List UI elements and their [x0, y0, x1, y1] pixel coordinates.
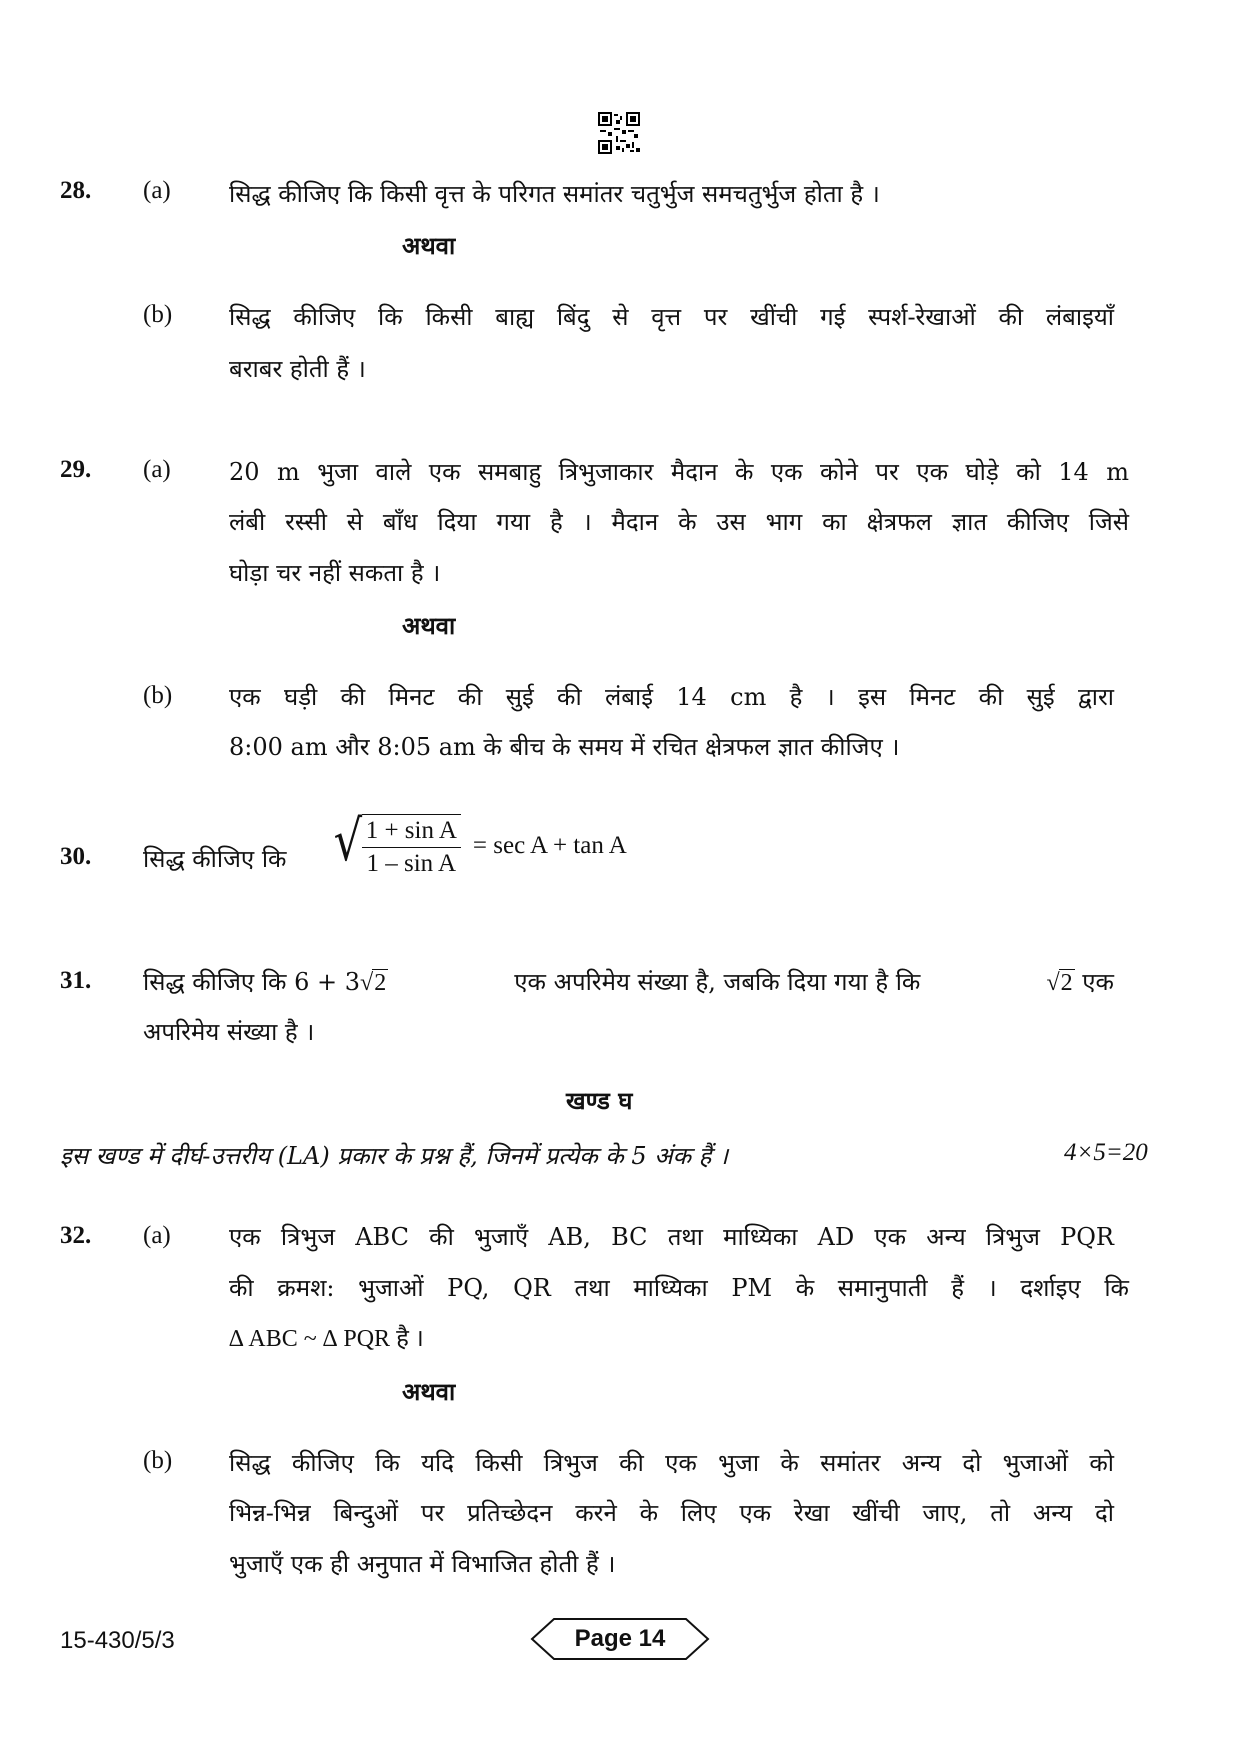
q28-part-a-label: (a) — [143, 177, 171, 204]
q32-b-line3: भुजाएँ एक ही अनुपात में विभाजित होती हैं । — [229, 1550, 616, 1578]
q32-a-line3: ∆ ABC ~ ∆ PQR है । — [229, 1326, 424, 1352]
fraction-denominator: 1 – sin A — [366, 850, 457, 877]
q29-b-line2: 8:00 am और 8:05 am के बीच के समय में रचित क्षेत्रफल ज्ञात कीजिए । — [229, 733, 900, 761]
q31-part2: एक अपरिमेय संख्या है, जबकि दिया गया है कि — [514, 968, 921, 996]
q30-formula — [330, 809, 627, 878]
q29-b-line1: एक घड़ी की मिनट की सुई की लंबाई 14 cm है । इस मिनट की सुई द्वारा — [229, 683, 1114, 711]
section-title: खण्ड घ — [566, 1086, 633, 1115]
q30-rhs: = sec A + tan A — [472, 832, 627, 859]
q31-root2: 2 — [1060, 970, 1073, 996]
fraction-numerator: 1 + sin A — [362, 817, 461, 848]
page-number: Page 14 — [574, 1625, 666, 1652]
square-root — [330, 809, 461, 878]
q29-or: अथवा — [402, 611, 456, 640]
radical-sign-icon: √ — [333, 809, 363, 874]
sqrt-icon: √ — [360, 970, 374, 996]
q32-part-a-label: (a) — [143, 1222, 171, 1249]
fraction — [362, 817, 461, 878]
q29-number: 29. — [60, 456, 92, 483]
q31-root1: 2 — [374, 970, 387, 996]
q32-a-line2: की क्रमश: भुजाओं PQ, QR तथा माध्यिका PM के समानुपाती हैं । दर्शाइए कि — [229, 1274, 1129, 1302]
q31-number: 31. — [60, 967, 92, 994]
q28-a-line1: सिद्ध कीजिए कि किसी वृत्त के परिगत समांतर चतुर्भुज समचतुर्भुज होता है । — [229, 180, 880, 208]
q30-number: 30. — [60, 843, 92, 870]
q32-a-line1: एक त्रिभुज ABC की भुजाएँ AB, BC तथा माध्यिका AD एक अन्य त्रिभुज PQR — [229, 1223, 1114, 1251]
q28-b-line2: बराबर होती हैं । — [229, 355, 366, 383]
qr-code-icon — [598, 112, 640, 154]
q31-line1 — [143, 965, 1114, 998]
q30-prefix: सिद्ध कीजिए कि — [143, 845, 287, 873]
q28-part-b-label: (b) — [143, 301, 173, 328]
q32-or: अथवा — [402, 1377, 456, 1406]
q32-number: 32. — [60, 1222, 92, 1249]
q29-part-b-label: (b) — [143, 682, 173, 709]
q29-part-a-label: (a) — [143, 456, 171, 483]
q31-line2: अपरिमेय संख्या है । — [143, 1018, 315, 1046]
q32-b-line2: भिन्न-भिन्न बिन्दुओं पर प्रतिच्छेदन करने के लिए एक रेखा खींची जाए, तो अन्य दो — [229, 1499, 1114, 1527]
qr-code — [598, 112, 640, 154]
q29-a-line1: 20 m भुजा वाले एक समबाहु त्रिभुजाकार मैदान के एक कोने पर एक घोड़े को 14 m — [229, 458, 1129, 486]
q28-or: अथवा — [402, 231, 456, 260]
q31-part1: सिद्ध कीजिए कि 6 + 3 — [143, 968, 361, 996]
q28-number: 28. — [60, 177, 92, 204]
q29-a-line2: लंबी रस्सी से बाँध दिया गया है । मैदान के उस भाग का क्षेत्रफल ज्ञात कीजिए जिसे — [229, 508, 1129, 536]
q29-a-line3: घोड़ा चर नहीं सकता है । — [229, 559, 441, 587]
page-indicator — [530, 1616, 710, 1662]
sqrt-icon: √ — [1046, 970, 1060, 996]
section-marks: 4×5=20 — [1064, 1139, 1148, 1166]
q32-part-b-label: (b) — [143, 1447, 173, 1474]
q28-b-line1: सिद्ध कीजिए कि किसी बाह्य बिंदु से वृत्त पर खींची गई स्पर्श-रेखाओं की लंबाइयाँ — [229, 303, 1114, 331]
q32-b-line1: सिद्ध कीजिए कि यदि किसी त्रिभुज की एक भुजा के समांतर अन्य दो भुजाओं को — [229, 1449, 1114, 1477]
section-instruction: इस खण्ड में दीर्घ-उत्तरीय (LA) प्रकार के प्रश्न हैं, जिनमें प्रत्येक के 5 अंक हैं । — [60, 1142, 729, 1170]
q31-part3: एक — [1082, 968, 1114, 996]
paper-code: 15-430/5/3 — [60, 1627, 175, 1654]
